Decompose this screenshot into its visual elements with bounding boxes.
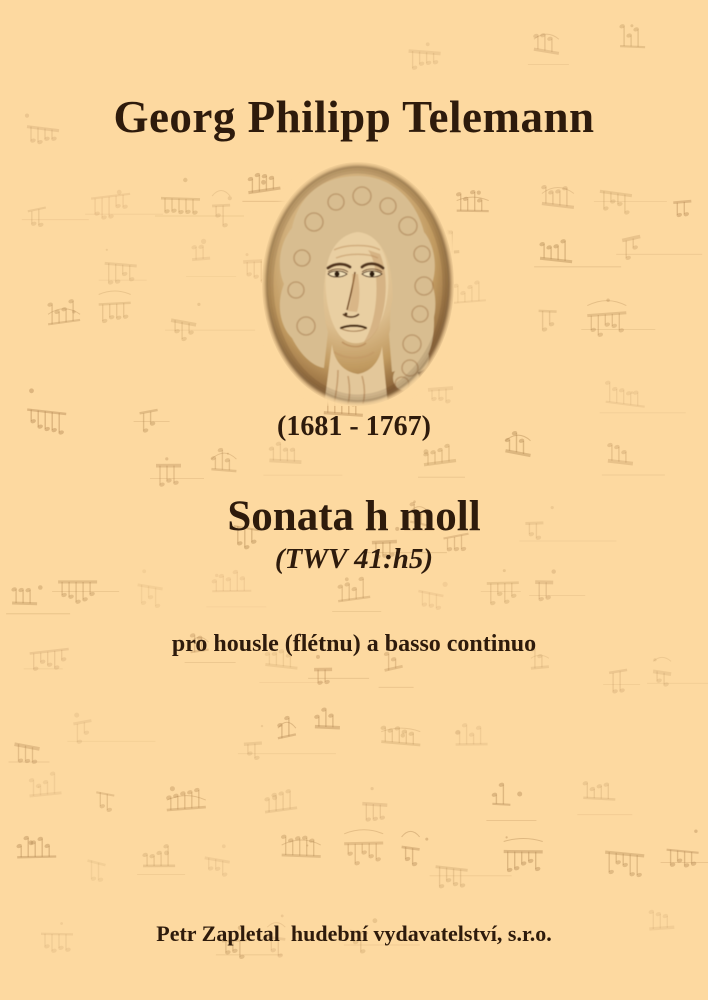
- publisher-imprint: Petr Zapletal hudební vydavatelství, s.r.o.: [156, 921, 552, 946]
- portrait-image: [262, 162, 454, 406]
- life-dates: (1681 - 1767): [277, 411, 431, 442]
- catalog-number: (TWV 41:h5): [274, 543, 434, 575]
- work-title: Sonata h moll: [227, 493, 481, 540]
- composer-portrait: [262, 162, 454, 406]
- composer-name: Georg Philipp Telemann: [113, 92, 595, 142]
- instrumentation: pro housle (flétnu) a basso continuo: [171, 631, 537, 657]
